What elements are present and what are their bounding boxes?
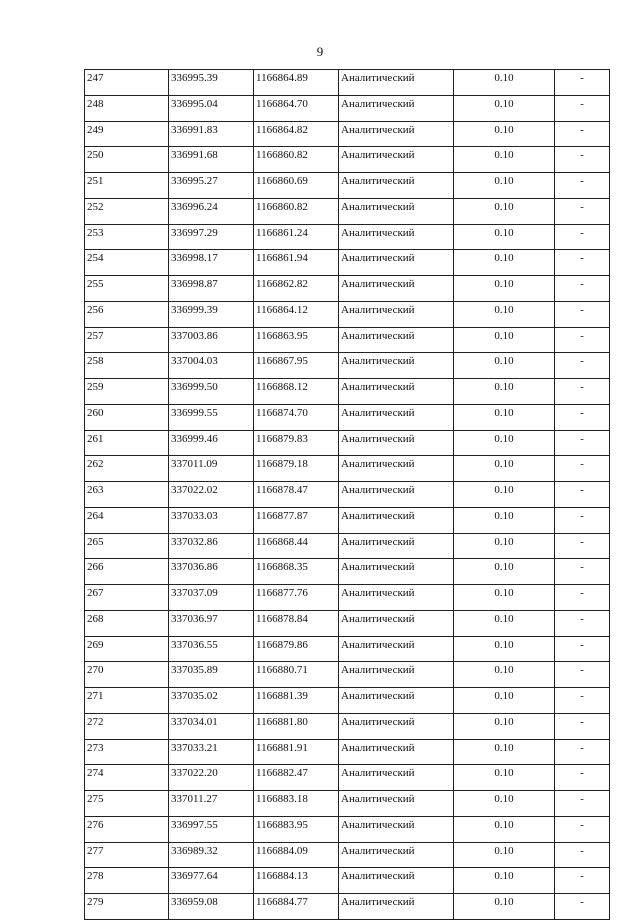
point-number-cell: 268 — [85, 610, 169, 636]
method-cell: Аналитический — [339, 198, 454, 224]
table-row — [85, 482, 610, 508]
table-row — [85, 559, 610, 585]
point-number-cell: 271 — [85, 688, 169, 714]
y-coordinate-cell: 1166877.87 — [254, 507, 339, 533]
table-row — [85, 533, 610, 559]
table-row — [85, 456, 610, 482]
note-cell: - — [555, 404, 610, 430]
accuracy-cell: 0.10 — [454, 610, 555, 636]
point-number-cell: 260 — [85, 404, 169, 430]
note-cell: - — [555, 456, 610, 482]
note-cell: - — [555, 868, 610, 894]
x-coordinate-cell: 336997.29 — [169, 224, 254, 250]
accuracy-cell: 0.10 — [454, 456, 555, 482]
note-cell: - — [555, 121, 610, 147]
accuracy-cell: 0.10 — [454, 301, 555, 327]
y-coordinate-cell: 1166867.95 — [254, 353, 339, 379]
note-cell: - — [555, 585, 610, 611]
table-row — [85, 507, 610, 533]
accuracy-cell: 0.10 — [454, 688, 555, 714]
y-coordinate-cell: 1166877.76 — [254, 585, 339, 611]
accuracy-cell: 0.10 — [454, 224, 555, 250]
x-coordinate-cell: 337022.20 — [169, 765, 254, 791]
y-coordinate-cell: 1166878.47 — [254, 482, 339, 508]
accuracy-cell: 0.10 — [454, 404, 555, 430]
y-coordinate-cell: 1166884.13 — [254, 868, 339, 894]
point-number-cell: 266 — [85, 559, 169, 585]
table-row — [85, 404, 610, 430]
y-coordinate-cell: 1166878.84 — [254, 610, 339, 636]
y-coordinate-cell: 1166874.70 — [254, 404, 339, 430]
accuracy-cell: 0.10 — [454, 430, 555, 456]
point-number-cell: 265 — [85, 533, 169, 559]
accuracy-cell: 0.10 — [454, 507, 555, 533]
y-coordinate-cell: 1166864.70 — [254, 95, 339, 121]
method-cell: Аналитический — [339, 353, 454, 379]
method-cell: Аналитический — [339, 662, 454, 688]
y-coordinate-cell: 1166860.69 — [254, 173, 339, 199]
y-coordinate-cell: 1166880.71 — [254, 662, 339, 688]
x-coordinate-cell: 337036.55 — [169, 636, 254, 662]
table-row — [85, 585, 610, 611]
note-cell: - — [555, 662, 610, 688]
method-cell: Аналитический — [339, 894, 454, 920]
point-number-cell: 261 — [85, 430, 169, 456]
x-coordinate-cell: 336977.64 — [169, 868, 254, 894]
point-number-cell: 247 — [85, 70, 169, 96]
x-coordinate-cell: 336991.68 — [169, 147, 254, 173]
method-cell: Аналитический — [339, 456, 454, 482]
point-number-cell: 263 — [85, 482, 169, 508]
y-coordinate-cell: 1166882.47 — [254, 765, 339, 791]
note-cell: - — [555, 147, 610, 173]
table-row — [85, 198, 610, 224]
note-cell: - — [555, 816, 610, 842]
page-number: 9 — [316, 44, 324, 59]
x-coordinate-cell: 336999.46 — [169, 430, 254, 456]
method-cell: Аналитический — [339, 610, 454, 636]
note-cell: - — [555, 379, 610, 405]
method-cell: Аналитический — [339, 250, 454, 276]
x-coordinate-cell: 336989.32 — [169, 842, 254, 868]
point-number-cell: 248 — [85, 95, 169, 121]
accuracy-cell: 0.10 — [454, 585, 555, 611]
x-coordinate-cell: 337036.97 — [169, 610, 254, 636]
accuracy-cell: 0.10 — [454, 765, 555, 791]
method-cell: Аналитический — [339, 482, 454, 508]
coordinates-table-body — [85, 70, 610, 920]
x-coordinate-cell: 336998.87 — [169, 276, 254, 302]
accuracy-cell: 0.10 — [454, 791, 555, 817]
x-coordinate-cell: 336997.55 — [169, 816, 254, 842]
method-cell: Аналитический — [339, 765, 454, 791]
accuracy-cell: 0.10 — [454, 327, 555, 353]
note-cell: - — [555, 353, 610, 379]
note-cell: - — [555, 95, 610, 121]
point-number-cell: 272 — [85, 713, 169, 739]
point-number-cell: 273 — [85, 739, 169, 765]
point-number-cell: 277 — [85, 842, 169, 868]
table-row — [85, 327, 610, 353]
method-cell: Аналитический — [339, 70, 454, 96]
note-cell: - — [555, 430, 610, 456]
accuracy-cell: 0.10 — [454, 95, 555, 121]
note-cell: - — [555, 791, 610, 817]
y-coordinate-cell: 1166863.95 — [254, 327, 339, 353]
accuracy-cell: 0.10 — [454, 816, 555, 842]
x-coordinate-cell: 336995.27 — [169, 173, 254, 199]
x-coordinate-cell: 337037.09 — [169, 585, 254, 611]
table-row — [85, 379, 610, 405]
table-row — [85, 868, 610, 894]
accuracy-cell: 0.10 — [454, 559, 555, 585]
method-cell: Аналитический — [339, 276, 454, 302]
y-coordinate-cell: 1166879.83 — [254, 430, 339, 456]
note-cell: - — [555, 276, 610, 302]
table-row — [85, 173, 610, 199]
table-row — [85, 70, 610, 96]
x-coordinate-cell: 336995.39 — [169, 70, 254, 96]
x-coordinate-cell: 337003.86 — [169, 327, 254, 353]
note-cell: - — [555, 507, 610, 533]
method-cell: Аналитический — [339, 173, 454, 199]
method-cell: Аналитический — [339, 559, 454, 585]
note-cell: - — [555, 713, 610, 739]
point-number-cell: 250 — [85, 147, 169, 173]
accuracy-cell: 0.10 — [454, 250, 555, 276]
table-row — [85, 791, 610, 817]
point-number-cell: 254 — [85, 250, 169, 276]
method-cell: Аналитический — [339, 868, 454, 894]
accuracy-cell: 0.10 — [454, 121, 555, 147]
y-coordinate-cell: 1166881.91 — [254, 739, 339, 765]
note-cell: - — [555, 559, 610, 585]
note-cell: - — [555, 610, 610, 636]
accuracy-cell: 0.10 — [454, 198, 555, 224]
x-coordinate-cell: 337034.01 — [169, 713, 254, 739]
y-coordinate-cell: 1166861.94 — [254, 250, 339, 276]
x-coordinate-cell: 337011.27 — [169, 791, 254, 817]
point-number-cell: 252 — [85, 198, 169, 224]
x-coordinate-cell: 336995.04 — [169, 95, 254, 121]
x-coordinate-cell: 336999.50 — [169, 379, 254, 405]
table-row — [85, 353, 610, 379]
method-cell: Аналитический — [339, 121, 454, 147]
y-coordinate-cell: 1166868.35 — [254, 559, 339, 585]
point-number-cell: 278 — [85, 868, 169, 894]
method-cell: Аналитический — [339, 791, 454, 817]
y-coordinate-cell: 1166879.86 — [254, 636, 339, 662]
x-coordinate-cell: 337035.02 — [169, 688, 254, 714]
y-coordinate-cell: 1166860.82 — [254, 147, 339, 173]
y-coordinate-cell: 1166868.44 — [254, 533, 339, 559]
table-row — [85, 816, 610, 842]
x-coordinate-cell: 337035.89 — [169, 662, 254, 688]
x-coordinate-cell: 337033.03 — [169, 507, 254, 533]
accuracy-cell: 0.10 — [454, 894, 555, 920]
point-number-cell: 264 — [85, 507, 169, 533]
point-number-cell: 262 — [85, 456, 169, 482]
table-row — [85, 301, 610, 327]
table-row — [85, 713, 610, 739]
method-cell: Аналитический — [339, 430, 454, 456]
note-cell: - — [555, 250, 610, 276]
accuracy-cell: 0.10 — [454, 636, 555, 662]
point-number-cell: 259 — [85, 379, 169, 405]
point-number-cell: 257 — [85, 327, 169, 353]
table-row — [85, 121, 610, 147]
table-row — [85, 739, 610, 765]
point-number-cell: 249 — [85, 121, 169, 147]
y-coordinate-cell: 1166883.18 — [254, 791, 339, 817]
method-cell: Аналитический — [339, 327, 454, 353]
note-cell: - — [555, 533, 610, 559]
note-cell: - — [555, 894, 610, 920]
point-number-cell: 258 — [85, 353, 169, 379]
accuracy-cell: 0.10 — [454, 533, 555, 559]
note-cell: - — [555, 636, 610, 662]
method-cell: Аналитический — [339, 301, 454, 327]
table-row — [85, 276, 610, 302]
point-number-cell: 251 — [85, 173, 169, 199]
point-number-cell: 267 — [85, 585, 169, 611]
note-cell: - — [555, 765, 610, 791]
x-coordinate-cell: 336991.83 — [169, 121, 254, 147]
point-number-cell: 274 — [85, 765, 169, 791]
y-coordinate-cell: 1166862.82 — [254, 276, 339, 302]
y-coordinate-cell: 1166864.12 — [254, 301, 339, 327]
table-row — [85, 636, 610, 662]
note-cell: - — [555, 301, 610, 327]
accuracy-cell: 0.10 — [454, 482, 555, 508]
table-row — [85, 765, 610, 791]
note-cell: - — [555, 327, 610, 353]
x-coordinate-cell: 336998.17 — [169, 250, 254, 276]
y-coordinate-cell: 1166884.09 — [254, 842, 339, 868]
y-coordinate-cell: 1166879.18 — [254, 456, 339, 482]
method-cell: Аналитический — [339, 688, 454, 714]
note-cell: - — [555, 482, 610, 508]
x-coordinate-cell: 336999.55 — [169, 404, 254, 430]
method-cell: Аналитический — [339, 404, 454, 430]
method-cell: Аналитический — [339, 507, 454, 533]
point-number-cell: 279 — [85, 894, 169, 920]
accuracy-cell: 0.10 — [454, 662, 555, 688]
table-row — [85, 95, 610, 121]
method-cell: Аналитический — [339, 842, 454, 868]
x-coordinate-cell: 336959.08 — [169, 894, 254, 920]
note-cell: - — [555, 224, 610, 250]
method-cell: Аналитический — [339, 95, 454, 121]
table-row — [85, 662, 610, 688]
y-coordinate-cell: 1166864.82 — [254, 121, 339, 147]
x-coordinate-cell: 337036.86 — [169, 559, 254, 585]
x-coordinate-cell: 337011.09 — [169, 456, 254, 482]
table-row — [85, 147, 610, 173]
table-row — [85, 610, 610, 636]
accuracy-cell: 0.10 — [454, 276, 555, 302]
note-cell: - — [555, 842, 610, 868]
y-coordinate-cell: 1166860.82 — [254, 198, 339, 224]
method-cell: Аналитический — [339, 713, 454, 739]
point-number-cell: 255 — [85, 276, 169, 302]
point-number-cell: 270 — [85, 662, 169, 688]
note-cell: - — [555, 739, 610, 765]
note-cell: - — [555, 70, 610, 96]
y-coordinate-cell: 1166868.12 — [254, 379, 339, 405]
accuracy-cell: 0.10 — [454, 70, 555, 96]
x-coordinate-cell: 337022.02 — [169, 482, 254, 508]
coordinates-table — [84, 69, 610, 920]
accuracy-cell: 0.10 — [454, 353, 555, 379]
note-cell: - — [555, 198, 610, 224]
x-coordinate-cell: 336999.39 — [169, 301, 254, 327]
table-row — [85, 894, 610, 920]
method-cell: Аналитический — [339, 816, 454, 842]
table-row — [85, 842, 610, 868]
x-coordinate-cell: 336996.24 — [169, 198, 254, 224]
point-number-cell: 253 — [85, 224, 169, 250]
method-cell: Аналитический — [339, 224, 454, 250]
method-cell: Аналитический — [339, 585, 454, 611]
note-cell: - — [555, 173, 610, 199]
x-coordinate-cell: 337033.21 — [169, 739, 254, 765]
method-cell: Аналитический — [339, 379, 454, 405]
accuracy-cell: 0.10 — [454, 739, 555, 765]
x-coordinate-cell: 337032.86 — [169, 533, 254, 559]
point-number-cell: 276 — [85, 816, 169, 842]
note-cell: - — [555, 688, 610, 714]
point-number-cell: 275 — [85, 791, 169, 817]
y-coordinate-cell: 1166861.24 — [254, 224, 339, 250]
table-row — [85, 688, 610, 714]
point-number-cell: 269 — [85, 636, 169, 662]
accuracy-cell: 0.10 — [454, 868, 555, 894]
method-cell: Аналитический — [339, 636, 454, 662]
y-coordinate-cell: 1166881.39 — [254, 688, 339, 714]
x-coordinate-cell: 337004.03 — [169, 353, 254, 379]
accuracy-cell: 0.10 — [454, 713, 555, 739]
accuracy-cell: 0.10 — [454, 842, 555, 868]
table-row — [85, 250, 610, 276]
accuracy-cell: 0.10 — [454, 147, 555, 173]
y-coordinate-cell: 1166884.77 — [254, 894, 339, 920]
y-coordinate-cell: 1166881.80 — [254, 713, 339, 739]
table-row — [85, 430, 610, 456]
accuracy-cell: 0.10 — [454, 379, 555, 405]
table-row — [85, 224, 610, 250]
accuracy-cell: 0.10 — [454, 173, 555, 199]
method-cell: Аналитический — [339, 533, 454, 559]
method-cell: Аналитический — [339, 739, 454, 765]
y-coordinate-cell: 1166864.89 — [254, 70, 339, 96]
y-coordinate-cell: 1166883.95 — [254, 816, 339, 842]
method-cell: Аналитический — [339, 147, 454, 173]
point-number-cell: 256 — [85, 301, 169, 327]
